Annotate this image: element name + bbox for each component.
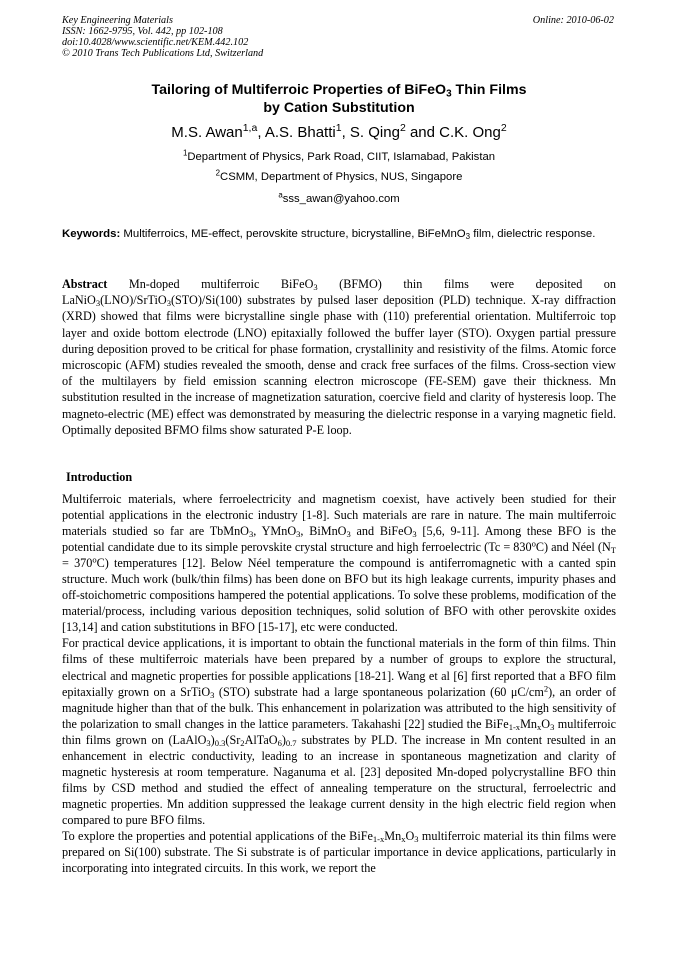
author-list: M.S. Awan$^{1,a}$, A.S. Bhatti$^1$, S. Qing$^2$ and C.K. Ong$^2$ (171, 122, 507, 141)
affiliation-1: $^1$Department of Physics, Park Road, CIIT, Islamabad, Pakistan (182, 148, 496, 163)
issn-line: ISSN: 1662-9795, Vol. 442, pp 102-108 (62, 26, 223, 37)
author-email: $^a$sss_awan@yahoo.com (278, 190, 400, 205)
journal-header (62, 15, 263, 59)
paragraph: To explore the properties and potential applications of the $BiFe_{1-x}Mn_xO_3$ multiferroic material its thin films were prepared on Si(100) substrate. The Si substrate is of particular importance in device applications, particularly in incorporating into integrated circuits. In this work, we report the (62, 828, 616, 876)
author: C.K. Ong (439, 124, 501, 141)
author: M.S. Awan (171, 124, 243, 141)
affiliation-2: $^2$CSMM, Department of Physics, NUS, Singapore (215, 168, 463, 183)
online-date: Online: 2010-06-02 (532, 15, 614, 26)
keywords: Keywords: Multiferroics, ME-effect, perovskite structure, bicrystalline, BiFeMnO$_3$ film, dielectric response. (62, 228, 596, 241)
paragraph: For practical device applications, it is important to obtain the functional materials in the form of thin films. Thin films of these multiferroic materials have been prepared by a number of groups to explore the structural, electrical and magnetic properties for possible applications [18-21]. Wang et al [6] first reported that a BFO film epitaxially grown on a SrTiO$_3$ (STO) substrate had a large spontaneous polarization (60 $\mu C/cm^2$), an order of magnitude higher than that of the bulk. This enhancement in polarization was attributed to the high sensitivity of the polarization to small changes in the lattice parameters. Takahashi [22] studied the $BiFe_{1-x}Mn_xO_3$ multiferroic thin films grown on $(LaAlO_3)_{0.3}(Sr_2AlTaO_6)_{0.7}$ substrates by PLD. The increase in Mn content resulted in an enhancement in electric conductivity, leading to an increase in spontaneous magnetization and clarity of magnetic hysteresis at room temperature. Naganuma et al. [23] deposited Mn-doped polycrystalline BFO thin films by CSD method and studied the effect of annealing temperature on the structural, ferroelectric and magnetic properties. Mn addition suppressed the leakage current density in the high electric field region when compared to pure BFO films. (62, 636, 617, 827)
section-heading-introduction: Introduction (66, 470, 133, 484)
copyright-line: © 2010 Trans Tech Publications Ltd, Switzerland (62, 48, 264, 59)
paper-title: Tailoring of Multiferroic Properties of BiFeO$_3$ Thin Films by Cation Substitution (151, 82, 527, 116)
author: A.S. Bhatti (264, 124, 336, 141)
journal-name: Key Engineering Materials (62, 15, 173, 26)
introduction-body (62, 491, 616, 876)
paragraph: Multiferroic materials, where ferroelectricity and magnetism coexist, have actively been studied for their potential applications in the electronic industry [1-8]. Such materials are rare in nature. The main multiferroic materials studied so far are TbMnO$_3$, YMnO$_3$, BiMnO$_3$ and BiFeO$_3$ [5,6, 9-11]. Among these BFO is the potential candidate due to its simple perovskite crystal structure and high ferroelectric $(Tc = 830^oC)$ and Néel $(N_T = 370^oC)$ temperatures [12]. Below Néel temperature the compound is antiferromagnetic with a canted spin structure. Much work (bulk/thin films) has been done on BFO but its high leakage currents, impurity phases and off-stoichometric compositions hampered the potential applications. To solve these problems, modification of the material/process, including various deposition techniques, solid solution of BFO with other perovskite oxides [13,14] and cation substitutions in BFO [15-17], etc were conducted. (62, 492, 616, 635)
doi-line: doi:10.4028/www.scientific.net/KEM.442.102 (62, 37, 249, 48)
author: S. Qing (349, 124, 400, 141)
abstract: Abstract Mn-doped multiferroic BiFeO$_3$ (BFMO) thin films were deposited on LaNiO$_3$(LNO)/SrTiO$_3$(STO)/Si(100) substrates by pulsed laser deposition (PLD) technique. X-ray diffraction (XRD) showed that films were bicrystalline single phase with (110) preferential orientation. Multiferroic top layer and oxide bottom electrode (LNO) epitaxially followed the buffer layer (STO). Oxygen partial pressure during deposition proved to be critical for phase formation, crystallinity and resistivity of the films. Atomic force microscopic (AFM) studies revealed the smooth, dense and crack free surfaces of the films. Cross-section view of the multilayers by field emission scanning electron microscope (FE-SEM) gave their thickness. Mn substitution resulted in the increase of magnetization saturation, coercive field and clarity of hysteresis loop. The magneto-electric (ME) effect was demonstrated by measuring the dielectric response in a varying magnetic field. Optimally deposited BFMO films show saturated P-E loop. (62, 277, 616, 437)
